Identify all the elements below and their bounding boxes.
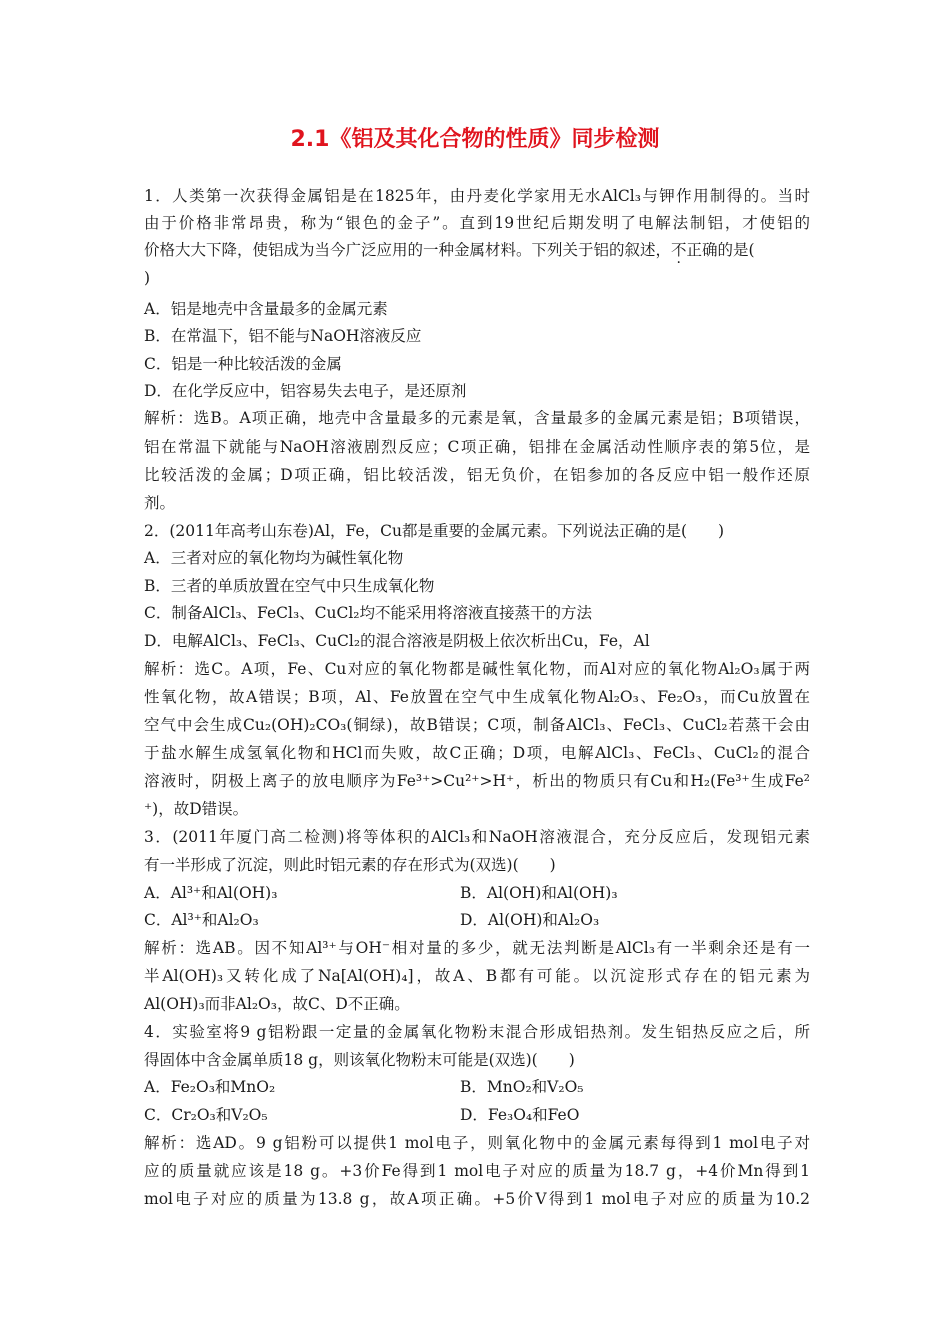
q4-solution-line: 应的质量就应该是18 g。+3价Fe得到1 mol电子对应的质量为18.7 g，+4价Mn得到1 — [144, 1162, 810, 1180]
q4-option-b: B．MnO₂和V₂O₅ — [460, 1078, 584, 1096]
q1-stem-line: ) — [144, 269, 151, 287]
q1-option-c: C．铝是一种比较活泼的金属 — [144, 355, 342, 373]
q4-option-c: C．Cr₂O₃和V₂O₅ — [144, 1106, 268, 1124]
q1-solution-line: 铝在常温下就能与NaOH溶液剧烈反应；C项正确，铝排在金属活动性顺序表的第5位，是 — [144, 438, 810, 456]
q4-options-row — [144, 1077, 810, 1097]
q4-stem-line: 得固体中含金属单质18 g，则该氧化物粉末可能是(双选)( ) — [144, 1051, 575, 1069]
q1-option-a: A．铝是地壳中含量最多的金属元素 — [144, 300, 388, 318]
q3-solution-line: 半Al(OH)₃又转化成了Na[Al(OH)₄]，故A、B都有可能。以沉淀形式存在的铝元素为 — [144, 967, 810, 985]
q2-option-d: D．电解AlCl₃、FeCl₃、CuCl₂的混合溶液是阴极上依次析出Cu，Fe，Al — [144, 632, 650, 650]
q4-options-row — [144, 1105, 810, 1125]
q3-option-c: C．Al³⁺和Al₂O₃ — [144, 911, 259, 929]
q2-option-a: A．三者对应的氧化物均为碱性氧化物 — [144, 549, 404, 567]
q2-solution-line: 解析：选C。A项，Fe、Cu对应的氧化物都是碱性氧化物，而Al对应的氧化物Al₂O₃属于两 — [144, 660, 810, 678]
q2-solution-line: 空气中会生成Cu₂(OH)₂CO₃(铜绿)，故B错误；C项，制备AlCl₃、FeCl₃、CuCl₂若蒸干会由 — [144, 716, 810, 734]
q3-solution-line: Al(OH)₃而非Al₂O₃，故C、D不正确。 — [144, 995, 410, 1013]
q4-option-a: A．Fe₂O₃和MnO₂ — [144, 1078, 276, 1096]
q1-option-b: B．在常温下，铝不能与NaOH溶液反应 — [144, 327, 422, 345]
q3-stem-line: 有一半形成了沉淀，则此时铝元素的存在形式为(双选)( ) — [144, 856, 556, 874]
q3-solution-line: 解析：选AB。因不知Al³⁺与OH⁻相对量的多少，就无法判断是AlCl₃有一半剩余还是有一 — [144, 939, 810, 957]
q3-option-b: B．Al(OH)和Al(OH)₃ — [460, 884, 618, 902]
q1-solution-line: 解析：选B。A项正确，地壳中含量最多的元素是氧，含量最多的金属元素是铝；B项错误， — [144, 409, 810, 427]
q2-option-b: B．三者的单质放置在空气中只生成氧化物 — [144, 577, 435, 595]
q1-solution-line: 剂。 — [144, 494, 176, 512]
q4-solution-line: mol电子对应的质量为13.8 g，故A项正确。+5价V得到1 mol电子对应的质量为10.2 — [144, 1190, 810, 1208]
q2-stem-line: 2．(2011年高考山东卷)Al，Fe，Cu都是重要的金属元素。下列说法正确的是( ) — [144, 522, 725, 540]
q1-stem-line — [144, 240, 810, 260]
q3-stem-line: 3．(2011年厦门高二检测)将等体积的AlCl₃和NaOH溶液混合，充分反应后，发现铝元素 — [144, 828, 810, 846]
q1-stem-line: 1．人类第一次获得金属铝是在1825年，由丹麦化学家用无水AlCl₃与钾作用制得的。当时 — [144, 187, 810, 205]
q4-solution-line: 解析：选AD。9 g铝粉可以提供1 mol电子，则氧化物中的金属元素每得到1 mol电子对 — [144, 1134, 810, 1152]
q4-option-d: D．Fe₃O₄和FeO — [460, 1106, 580, 1124]
q3-options-row — [144, 883, 810, 903]
q1-solution-line: 比较活泼的金属；D项正确，铝比较活泼，铝无负价，在铝参加的各反应中铝一般作还原 — [144, 466, 810, 484]
q1-option-d: D．在化学反应中，铝容易失去电子，是还原剂 — [144, 382, 467, 400]
q1-stem-text: 正确的是( — [686, 241, 755, 259]
page-title: 2.1《铝及其化合物的性质》同步检测 — [290, 127, 660, 152]
q3-options-row — [144, 910, 810, 930]
q2-solution-line: 于盐水解生成氢氧化物和HCl而失败，故C正确；D项，电解AlCl₃、FeCl₃、CuCl₂的混合 — [144, 744, 810, 762]
q2-solution-line: ⁺)，故D错误。 — [144, 800, 249, 818]
q3-option-d: D．Al(OH)和Al₂O₃ — [460, 911, 600, 929]
q4-stem-line: 4．实验室将9 g铝粉跟一定量的金属氧化物粉末混合形成铝热剂。发生铝热反应之后，所 — [144, 1023, 810, 1041]
q2-solution-line: 性氧化物，故A错误；B项，Al、Fe放置在空气中生成氧化物Al₂O₃、Fe₂O₃，而Cu放置在 — [144, 688, 810, 706]
q2-solution-line: 溶液时，阴极上离子的放电顺序为Fe³⁺>Cu²⁺>H⁺，析出的物质只有Cu和H₂(Fe³⁺生成Fe² — [144, 772, 810, 790]
q2-option-c: C．制备AlCl₃、FeCl₃、CuCl₂均不能采用将溶液直接蒸干的方法 — [144, 604, 593, 622]
q3-option-a: A．Al³⁺和Al(OH)₃ — [144, 884, 278, 902]
q1-stem-line: 由于价格非常昂贵，称为“银色的金子”。直到19世纪后期发明了电解法制铝，才使铝的 — [144, 214, 810, 232]
q1-stem-text: 价格大大下降，使铝成为当今广泛应用的一种金属材料。下列关于铝的叙述， — [144, 241, 672, 259]
emphasis-mark: 不 — [671, 241, 687, 259]
